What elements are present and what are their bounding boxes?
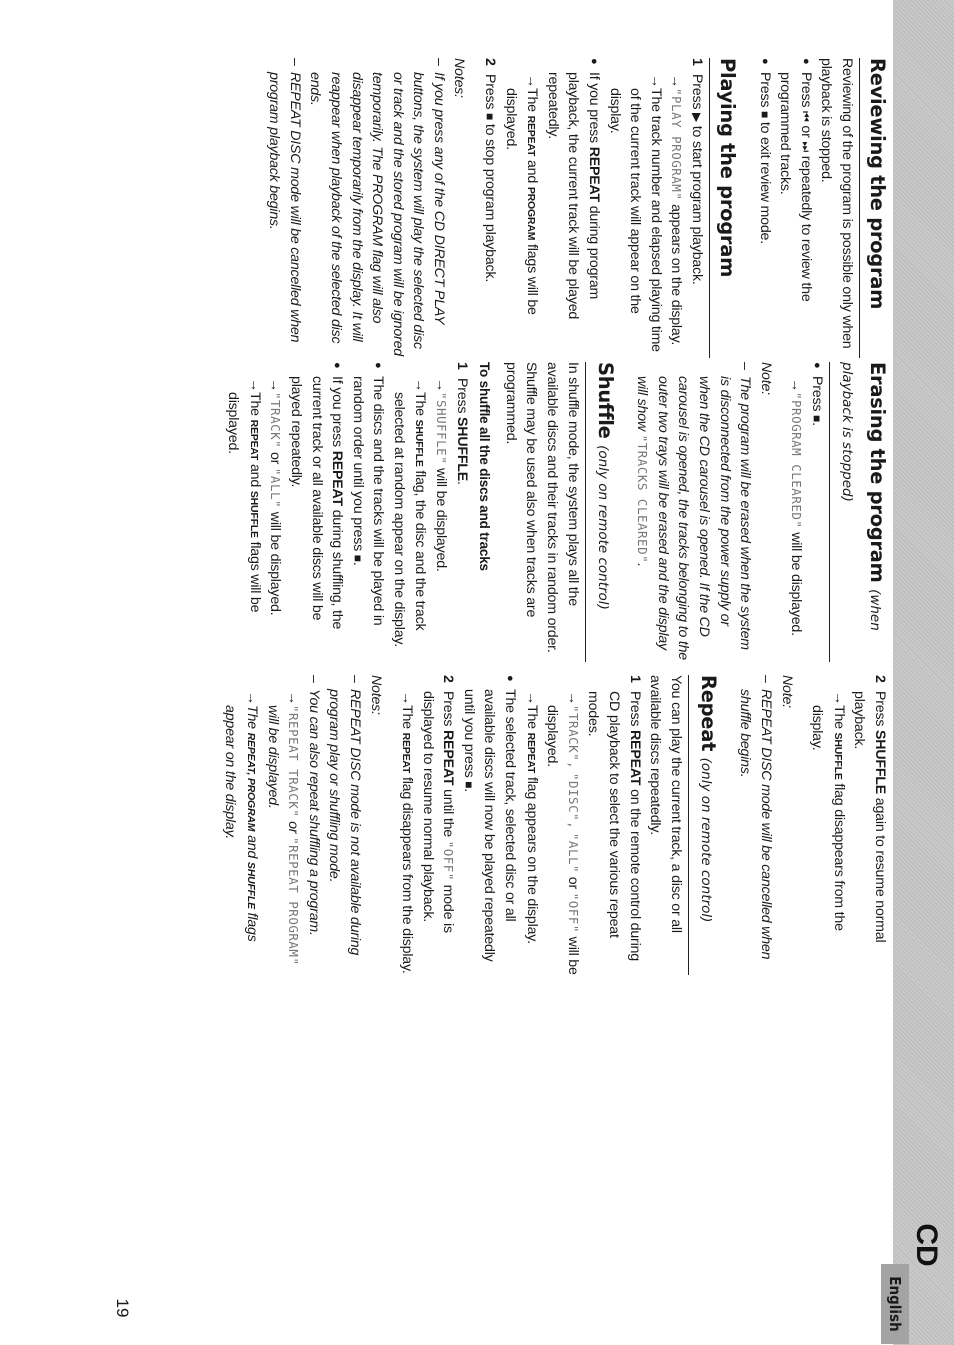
section-playing — [264, 58, 740, 358]
reviewing-bullet-1: ● Press ⏮ or ⏭ repeatedly to review the programmed tracks. — [775, 58, 816, 358]
shuffle-step-1-result-2: → The SHUFFLE flag, the disc and the track selected at random appear on the display. — [390, 378, 429, 647]
side-band — [893, 0, 954, 1345]
erasing-result: → "PROGRAM CLEARED" will be displayed. — [788, 378, 805, 636]
shuffle-step-2: 2 Press SHUFFLE again to resume normal playback. — [851, 675, 888, 943]
language-tab: English — [881, 1264, 909, 1344]
playing-title: Playing the program — [716, 58, 740, 278]
repeat-notes-label: Notes: — [367, 675, 384, 715]
playing-bullet-repeat: ● If you press REPEAT during program playback, the current track will be played repeatedly. — [542, 58, 604, 358]
shuffle-step-1-result-1: → "SHUFFLE" will be displayed. — [433, 378, 450, 572]
reviewing-bullet-2: ● Press ■ to exit review mode. — [754, 58, 775, 358]
shuffle-note-label: Note: — [778, 675, 795, 708]
playing-note-2: – REPEAT DISC mode will be cancelled when program playback begins. — [266, 58, 303, 343]
stop-icon: ■ — [483, 113, 498, 121]
divider — [709, 58, 710, 358]
erasing-note-label: Note: — [757, 362, 774, 395]
column-left — [190, 58, 890, 358]
section-reviewing — [754, 58, 890, 358]
page-number: 19 — [113, 1298, 132, 1318]
column-right — [90, 675, 890, 975]
play-icon: ▶ — [690, 113, 705, 123]
repeat-step-1: 1 Press REPEAT on the remote control during CD playback to select the various repeat modes. — [585, 675, 643, 961]
divider — [585, 362, 586, 662]
next-track-icon: ⏭ — [798, 141, 813, 152]
divider — [829, 362, 830, 662]
playing-step-1-result-1: → "PLAY PROGRAM" appears on the display. — [668, 74, 685, 346]
shuffle-bullet-2-result-2: → The REPEAT and SHUFFLE flags will be displayed. — [225, 378, 263, 613]
stop-icon: ■ — [461, 781, 476, 789]
playing-step-1: 1 Press ▶ to start program playback. — [686, 58, 707, 358]
divider — [688, 675, 689, 975]
section-repeat — [220, 675, 721, 975]
repeat-bullet: ● The selected track, selected disc or all available discs will now be played repeatedly until you press ■. — [458, 675, 520, 975]
erasing-note: – The program will be erased when the system is disconnected from the power supply or when the CD carousel is opened. If the CD carousel is opened, the tracks belonging to the outer two trays will be erased and the display will show "TRACKS CLEARED". — [634, 362, 754, 661]
repeat-note-1: – REPEAT DISC mode is not available during program play or shuffling mode. — [326, 675, 363, 956]
repeat-intro: You can play the current track, a disc or all available discs repeatedly. — [647, 675, 684, 933]
section-shuffle — [223, 362, 618, 662]
shuffle-bullet-2-result-1: → "TRACK" or "ALL" will be displayed. — [267, 378, 284, 616]
playing-note-1: – If you press any of the CD DIRECT PLAY buttons, the system will play the selected disc or track and the stored program will be ignored temporarily. The PROGRAM flag will also disappear temporarily from the display. It will reappear when playback of the selected disc ends. — [307, 58, 447, 356]
shuffle-bullet-2: ● If you press REPEAT during shuffling, the current track or all available discs will be played repeatedly. — [285, 362, 347, 662]
repeat-step-1-result-2: → The REPEAT flag appears on the display. — [523, 691, 540, 944]
previous-track-icon: ⏮ — [798, 111, 813, 122]
stop-icon: ■ — [757, 111, 772, 119]
repeat-note-2-result-1: → "REPEAT TRACK" or "REPEAT PROGRAM" will be displayed. — [264, 691, 302, 966]
section-shuffle-cont — [735, 675, 890, 975]
shuffle-subheading: To shuffle all the discs and tracks — [477, 362, 493, 571]
repeat-step-1-result-1: → "TRACK", "DISC", "ALL" or "OFF" will be displayed. — [544, 691, 581, 975]
reviewing-title: Reviewing the program — [866, 58, 889, 310]
shuffle-bullet-1: ● The discs and the tracks will be played in random order until you press ■. — [347, 362, 388, 662]
repeat-step-2: 2 Press REPEAT until the "OFF" mode is displayed to resume normal playback. — [419, 675, 457, 933]
section-label: CD — [910, 1223, 943, 1267]
shuffle-title: Shuffle (only on remote control) — [593, 362, 617, 610]
column-middle — [190, 362, 890, 662]
shuffle-step-1: 1 Press SHUFFLE. — [453, 362, 470, 485]
playing-notes-label: Notes: — [451, 58, 468, 98]
shuffle-intro: In shuffle mode, the system plays all the available discs and their tracks in random order. Shuffle may be used also when tracks are programmed. — [502, 362, 581, 653]
repeat-note-2-result-2: → The REPEAT, PROGRAM and SHUFFLE flags appear on the display. — [222, 691, 260, 942]
reviewing-intro: Reviewing of the program is possible only when playback is stopped. — [818, 58, 855, 349]
stop-icon: ■ — [350, 554, 365, 562]
erasing-title: Erasing the program (when playback is stopped) — [839, 362, 889, 631]
playing-step-2: 2 Press ■ to stop program playback. — [480, 58, 501, 358]
repeat-step-2-result: → The REPEAT flag disappears from the display. — [399, 691, 416, 974]
erasing-bullet: ● Press ■. — [806, 362, 827, 662]
shuffle-step-2-result: → The SHUFFLE flag disappears from the display. — [809, 691, 847, 931]
playing-step-1-result-2: → The track number and elapsed playing time of the current track will appear on the display. — [606, 74, 664, 352]
divider — [859, 58, 860, 358]
shuffle-note: – REPEAT DISC mode will be cancelled when shuffle begins. — [737, 675, 775, 960]
repeat-title: Repeat (only on remote control) — [696, 675, 720, 923]
stop-icon: ■ — [810, 415, 824, 423]
playing-bullet-result: → The REPEAT and PROGRAM flags will be displayed. — [502, 74, 541, 315]
repeat-note-2: – You can also repeat shuffling a program. — [305, 675, 322, 936]
section-erasing — [632, 362, 890, 662]
